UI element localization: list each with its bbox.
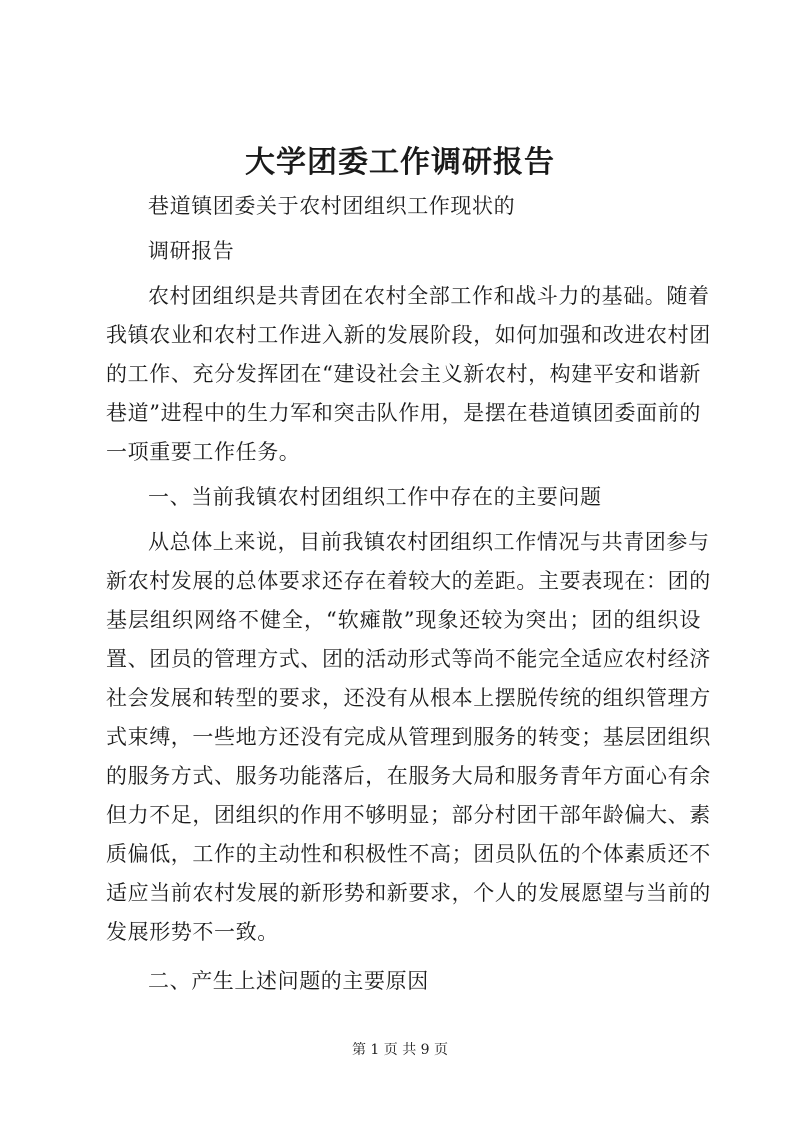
heading-line: 调研报告 bbox=[148, 239, 235, 263]
text-line: 我镇农业和农村工作进入新的发展阶段，如何加强和改进农村团 bbox=[106, 323, 711, 347]
text-line: 的服务方式、服务功能落后，在服务大局和服务青年方面心有余 bbox=[106, 764, 711, 788]
paragraph-1 bbox=[106, 277, 711, 472]
document-title: 大学团委工作调研报告 bbox=[245, 145, 555, 180]
section-heading: 一、当前我镇农村团组织工作中存在的主要问题 bbox=[148, 485, 602, 509]
heading-line: 巷道镇团委关于农村团组织工作现状的 bbox=[148, 194, 516, 218]
text-line: 从总体上来说，目前我镇农村团组织工作情况与共青团参与 bbox=[148, 530, 710, 554]
document-body bbox=[106, 187, 711, 1001]
text-line: 农村团组织是共青团在农村全部工作和战斗力的基础。随着 bbox=[148, 284, 710, 308]
text-line: 社会发展和转型的要求，还没有从根本上摆脱传统的组织管理方 bbox=[106, 686, 711, 710]
page-footer: 第 1 页 共 9 页 bbox=[351, 1042, 449, 1058]
section-heading: 二、产生上述问题的主要原因 bbox=[148, 969, 429, 993]
text-line: 置、团员的管理方式、团的活动形式等尚不能完全适应农村经济 bbox=[106, 647, 711, 671]
paragraph-2 bbox=[106, 523, 711, 952]
text-line: 但力不足，团组织的作用不够明显；部分村团干部年龄偏大、素 bbox=[106, 803, 711, 827]
text-line: 适应当前农村发展的新形势和新要求，个人的发展愿望与当前的 bbox=[106, 881, 711, 905]
text-line: 的工作、充分发挥团在“建设社会主义新农村，构建平安和谐新 bbox=[106, 362, 701, 386]
text-line: 式束缚，一些地方还没有完成从管理到服务的转变；基层团组织 bbox=[106, 725, 711, 749]
text-line: 巷道”进程中的生力军和突击队作用，是摆在巷道镇团委面前的 bbox=[106, 401, 701, 425]
text-line: 质偏低，工作的主动性和积极性不高；团员队伍的个体素质还不 bbox=[106, 842, 711, 866]
text-line: 一项重要工作任务。 bbox=[106, 440, 301, 464]
text-line: 新农村发展的总体要求还存在着较大的差距。主要表现在：团的 bbox=[106, 569, 711, 593]
text-line: 基层组织网络不健全，“软瘫散”现象还较为突出；团的组织设 bbox=[106, 608, 701, 632]
text-line: 发展形势不一致。 bbox=[106, 920, 279, 944]
